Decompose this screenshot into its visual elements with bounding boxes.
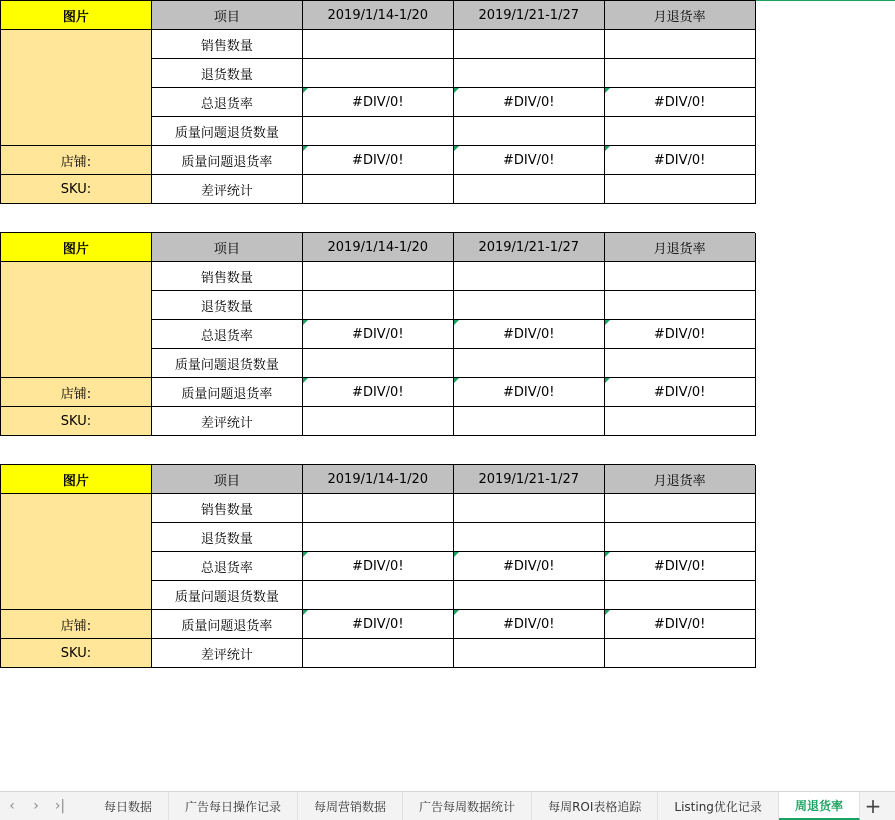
header-cell[interactable]: 2019/1/21-1/27 xyxy=(453,465,604,494)
header-row xyxy=(1,465,895,494)
row-label-cell[interactable]: 销售数量 xyxy=(151,262,302,291)
value-cell[interactable] xyxy=(453,117,604,146)
header-cell[interactable]: 2019/1/14-1/20 xyxy=(302,465,453,494)
row-label-cell[interactable]: 质量问题退货数量 xyxy=(151,117,302,146)
value-cell[interactable] xyxy=(604,262,755,291)
cell-text: #DIV/0! xyxy=(654,617,706,632)
value-cell[interactable] xyxy=(453,59,604,88)
row-label-cell[interactable]: 退货数量 xyxy=(151,291,302,320)
row-label-cell[interactable]: 总退货率 xyxy=(151,320,302,349)
formula-error-indicator xyxy=(605,88,610,93)
value-cell[interactable] xyxy=(302,552,453,581)
header-cell[interactable]: 月退货率 xyxy=(604,1,755,30)
table-row xyxy=(1,494,895,523)
cell-text: #DIV/0! xyxy=(654,385,706,400)
row-label-cell[interactable]: 质量问题退货率 xyxy=(151,146,302,175)
cell-text: #DIV/0! xyxy=(503,617,555,632)
empty-cell[interactable] xyxy=(755,320,895,349)
cell-text: #DIV/0! xyxy=(352,617,404,632)
store-label-cell[interactable]: 店铺: xyxy=(1,610,152,639)
sku-label-cell[interactable]: SKU: xyxy=(1,639,152,668)
store-label-cell[interactable]: 店铺: xyxy=(1,146,152,175)
empty-cell[interactable] xyxy=(151,204,302,233)
header-cell[interactable]: 2019/1/14-1/20 xyxy=(302,233,453,262)
formula-error-indicator xyxy=(605,378,610,383)
empty-cell[interactable] xyxy=(1,436,152,465)
formula-error-indicator xyxy=(303,552,308,557)
formula-error-indicator xyxy=(454,610,459,615)
row-label-cell[interactable]: 差评统计 xyxy=(151,407,302,436)
spacer-row xyxy=(1,668,895,697)
empty-cell[interactable] xyxy=(604,668,755,697)
table-row xyxy=(1,262,895,291)
formula-error-indicator xyxy=(303,610,308,615)
sku-label-cell[interactable]: SKU: xyxy=(1,407,152,436)
cell-text: #DIV/0! xyxy=(654,95,706,110)
value-cell[interactable] xyxy=(302,146,453,175)
empty-cell[interactable] xyxy=(1,668,152,697)
empty-cell[interactable] xyxy=(151,668,302,697)
row-label-cell[interactable]: 总退货率 xyxy=(151,88,302,117)
row-label-cell[interactable]: 销售数量 xyxy=(151,494,302,523)
value-cell[interactable] xyxy=(453,320,604,349)
row-label-cell[interactable]: 质量问题退货数量 xyxy=(151,581,302,610)
empty-cell[interactable] xyxy=(302,204,453,233)
cell-text: #DIV/0! xyxy=(352,95,404,110)
formula-error-indicator xyxy=(454,320,459,325)
empty-cell[interactable] xyxy=(755,465,895,494)
empty-cell[interactable] xyxy=(755,523,895,552)
empty-cell[interactable] xyxy=(755,668,895,697)
empty-cell[interactable] xyxy=(755,639,895,668)
sheet-tab-bar xyxy=(0,791,895,820)
empty-cell[interactable] xyxy=(604,204,755,233)
empty-cell[interactable] xyxy=(604,436,755,465)
header-cell[interactable]: 月退货率 xyxy=(604,233,755,262)
cell-text: #DIV/0! xyxy=(654,559,706,574)
empty-cell[interactable] xyxy=(755,88,895,117)
empty-cell[interactable] xyxy=(755,59,895,88)
formula-error-indicator xyxy=(303,146,308,151)
tab-daily-data[interactable]: 每日数据 xyxy=(88,792,169,820)
value-cell[interactable] xyxy=(604,523,755,552)
value-cell[interactable] xyxy=(453,639,604,668)
first-sheet-icon[interactable]: ‹ xyxy=(0,792,24,820)
value-cell[interactable] xyxy=(604,378,755,407)
next-sheet-icon[interactable]: › xyxy=(24,792,48,820)
row-label-cell[interactable]: 差评统计 xyxy=(151,639,302,668)
empty-cell[interactable] xyxy=(1,204,152,233)
formula-error-indicator xyxy=(605,146,610,151)
header-cell[interactable]: 2019/1/21-1/27 xyxy=(453,233,604,262)
row-label-cell[interactable]: 销售数量 xyxy=(151,30,302,59)
cell-text: #DIV/0! xyxy=(503,385,555,400)
row-label-cell[interactable]: 总退货率 xyxy=(151,552,302,581)
formula-error-indicator xyxy=(605,610,610,615)
empty-cell[interactable] xyxy=(302,668,453,697)
value-cell[interactable] xyxy=(604,494,755,523)
value-cell[interactable] xyxy=(453,262,604,291)
empty-cell[interactable] xyxy=(755,581,895,610)
value-cell[interactable] xyxy=(302,610,453,639)
tab-ad-weekly-stats[interactable]: 广告每周数据统计 xyxy=(403,792,532,820)
formula-error-indicator xyxy=(454,88,459,93)
value-cell[interactable] xyxy=(604,146,755,175)
header-cell[interactable]: 2019/1/14-1/20 xyxy=(302,1,453,30)
empty-cell[interactable] xyxy=(755,30,895,59)
value-cell[interactable] xyxy=(604,175,755,204)
table-row xyxy=(1,175,895,204)
row-label-cell[interactable]: 质量问题退货率 xyxy=(151,378,302,407)
empty-cell[interactable] xyxy=(453,436,604,465)
empty-cell[interactable] xyxy=(755,436,895,465)
value-cell[interactable] xyxy=(302,523,453,552)
value-cell[interactable] xyxy=(453,175,604,204)
value-cell[interactable] xyxy=(302,639,453,668)
tab-weekly-return-rate[interactable]: 周退货率 xyxy=(779,792,860,820)
value-cell[interactable] xyxy=(302,349,453,378)
cell-text: #DIV/0! xyxy=(352,385,404,400)
value-cell[interactable] xyxy=(302,88,453,117)
row-label-cell[interactable]: 质量问题退货率 xyxy=(151,610,302,639)
empty-cell[interactable] xyxy=(755,262,895,291)
value-cell[interactable] xyxy=(453,523,604,552)
value-cell[interactable] xyxy=(453,146,604,175)
value-cell[interactable] xyxy=(604,610,755,639)
formula-error-indicator xyxy=(303,88,308,93)
cell-text: #DIV/0! xyxy=(352,559,404,574)
tab-ad-daily-log[interactable]: 广告每日操作记录 xyxy=(169,792,298,820)
value-cell[interactable] xyxy=(604,291,755,320)
formula-error-indicator xyxy=(454,146,459,151)
value-cell[interactable] xyxy=(302,117,453,146)
store-label-cell[interactable]: 店铺: xyxy=(1,378,152,407)
table-row xyxy=(1,639,895,668)
last-sheet-icon[interactable]: ›| xyxy=(48,792,72,820)
value-cell[interactable] xyxy=(453,581,604,610)
cell-text: #DIV/0! xyxy=(503,327,555,342)
table-row xyxy=(1,378,895,407)
value-cell[interactable] xyxy=(302,320,453,349)
value-cell[interactable] xyxy=(302,262,453,291)
formula-error-indicator xyxy=(605,320,610,325)
value-cell[interactable] xyxy=(604,349,755,378)
value-cell[interactable] xyxy=(453,378,604,407)
empty-cell[interactable] xyxy=(453,668,604,697)
table-row xyxy=(1,407,895,436)
value-cell[interactable] xyxy=(453,407,604,436)
formula-error-indicator xyxy=(454,552,459,557)
row-label-cell[interactable]: 质量问题退货数量 xyxy=(151,349,302,378)
value-cell[interactable] xyxy=(604,320,755,349)
value-cell[interactable] xyxy=(453,30,604,59)
formula-error-indicator xyxy=(605,552,610,557)
value-cell[interactable] xyxy=(604,30,755,59)
formula-error-indicator xyxy=(454,378,459,383)
cell-text: #DIV/0! xyxy=(654,153,706,168)
spacer-row xyxy=(1,204,895,233)
value-cell[interactable] xyxy=(604,88,755,117)
empty-cell[interactable] xyxy=(302,436,453,465)
value-cell[interactable] xyxy=(302,175,453,204)
tab-listing-optimization[interactable]: Listing优化记录 xyxy=(658,792,779,820)
value-cell[interactable] xyxy=(453,610,604,639)
cell-text: #DIV/0! xyxy=(503,153,555,168)
value-cell[interactable] xyxy=(453,88,604,117)
add-sheet-icon[interactable]: + xyxy=(860,792,886,820)
table-row xyxy=(1,610,895,639)
empty-cell[interactable] xyxy=(755,378,895,407)
table-row xyxy=(1,30,895,59)
image-placeholder-cell[interactable] xyxy=(1,30,152,146)
value-cell[interactable] xyxy=(604,552,755,581)
header-cell[interactable]: 项目 xyxy=(151,233,302,262)
empty-cell[interactable] xyxy=(755,175,895,204)
row-label-cell[interactable]: 退货数量 xyxy=(151,59,302,88)
pic-header-cell[interactable]: 图片 xyxy=(1,1,152,30)
image-placeholder-cell[interactable] xyxy=(1,262,152,378)
empty-cell[interactable] xyxy=(453,204,604,233)
spacer-row xyxy=(1,436,895,465)
value-cell[interactable] xyxy=(302,59,453,88)
table-row xyxy=(1,146,895,175)
value-cell[interactable] xyxy=(604,117,755,146)
tab-weekly-marketing[interactable]: 每周营销数据 xyxy=(298,792,403,820)
empty-cell[interactable] xyxy=(755,552,895,581)
empty-cell[interactable] xyxy=(755,610,895,639)
empty-cell[interactable] xyxy=(755,117,895,146)
value-cell[interactable] xyxy=(302,291,453,320)
empty-cell[interactable] xyxy=(755,204,895,233)
header-row xyxy=(1,1,895,30)
value-cell[interactable] xyxy=(453,494,604,523)
sku-label-cell[interactable]: SKU: xyxy=(1,175,152,204)
value-cell[interactable] xyxy=(453,291,604,320)
cell-text: #DIV/0! xyxy=(352,327,404,342)
header-cell[interactable]: 项目 xyxy=(151,1,302,30)
formula-error-indicator xyxy=(303,320,308,325)
pic-header-cell[interactable]: 图片 xyxy=(1,233,152,262)
value-cell[interactable] xyxy=(604,407,755,436)
empty-cell[interactable] xyxy=(755,494,895,523)
empty-cell[interactable] xyxy=(755,1,895,30)
value-cell[interactable] xyxy=(302,378,453,407)
row-label-cell[interactable]: 退货数量 xyxy=(151,523,302,552)
empty-cell[interactable] xyxy=(755,146,895,175)
pic-header-cell[interactable]: 图片 xyxy=(1,465,152,494)
header-row xyxy=(1,233,895,262)
value-cell[interactable] xyxy=(302,581,453,610)
value-cell[interactable] xyxy=(302,30,453,59)
row-label-cell[interactable]: 差评统计 xyxy=(151,175,302,204)
value-cell[interactable] xyxy=(604,581,755,610)
empty-cell[interactable] xyxy=(755,407,895,436)
value-cell[interactable] xyxy=(453,349,604,378)
value-cell[interactable] xyxy=(302,407,453,436)
formula-error-indicator xyxy=(303,378,308,383)
empty-cell[interactable] xyxy=(755,291,895,320)
empty-cell[interactable] xyxy=(151,436,302,465)
value-cell[interactable] xyxy=(604,639,755,668)
empty-cell[interactable] xyxy=(755,349,895,378)
image-placeholder-cell[interactable] xyxy=(1,494,152,610)
sheet-nav xyxy=(0,792,88,820)
value-cell[interactable] xyxy=(302,494,453,523)
cell-text: #DIV/0! xyxy=(503,95,555,110)
tab-weekly-roi[interactable]: 每周ROI表格追踪 xyxy=(532,792,658,820)
header-cell[interactable]: 项目 xyxy=(151,465,302,494)
header-cell[interactable]: 2019/1/21-1/27 xyxy=(453,1,604,30)
value-cell[interactable] xyxy=(604,59,755,88)
value-cell[interactable] xyxy=(453,552,604,581)
cell-text: #DIV/0! xyxy=(503,559,555,574)
header-cell[interactable]: 月退货率 xyxy=(604,465,755,494)
cell-text: #DIV/0! xyxy=(352,153,404,168)
empty-cell[interactable] xyxy=(755,233,895,262)
cell-text: #DIV/0! xyxy=(654,327,706,342)
